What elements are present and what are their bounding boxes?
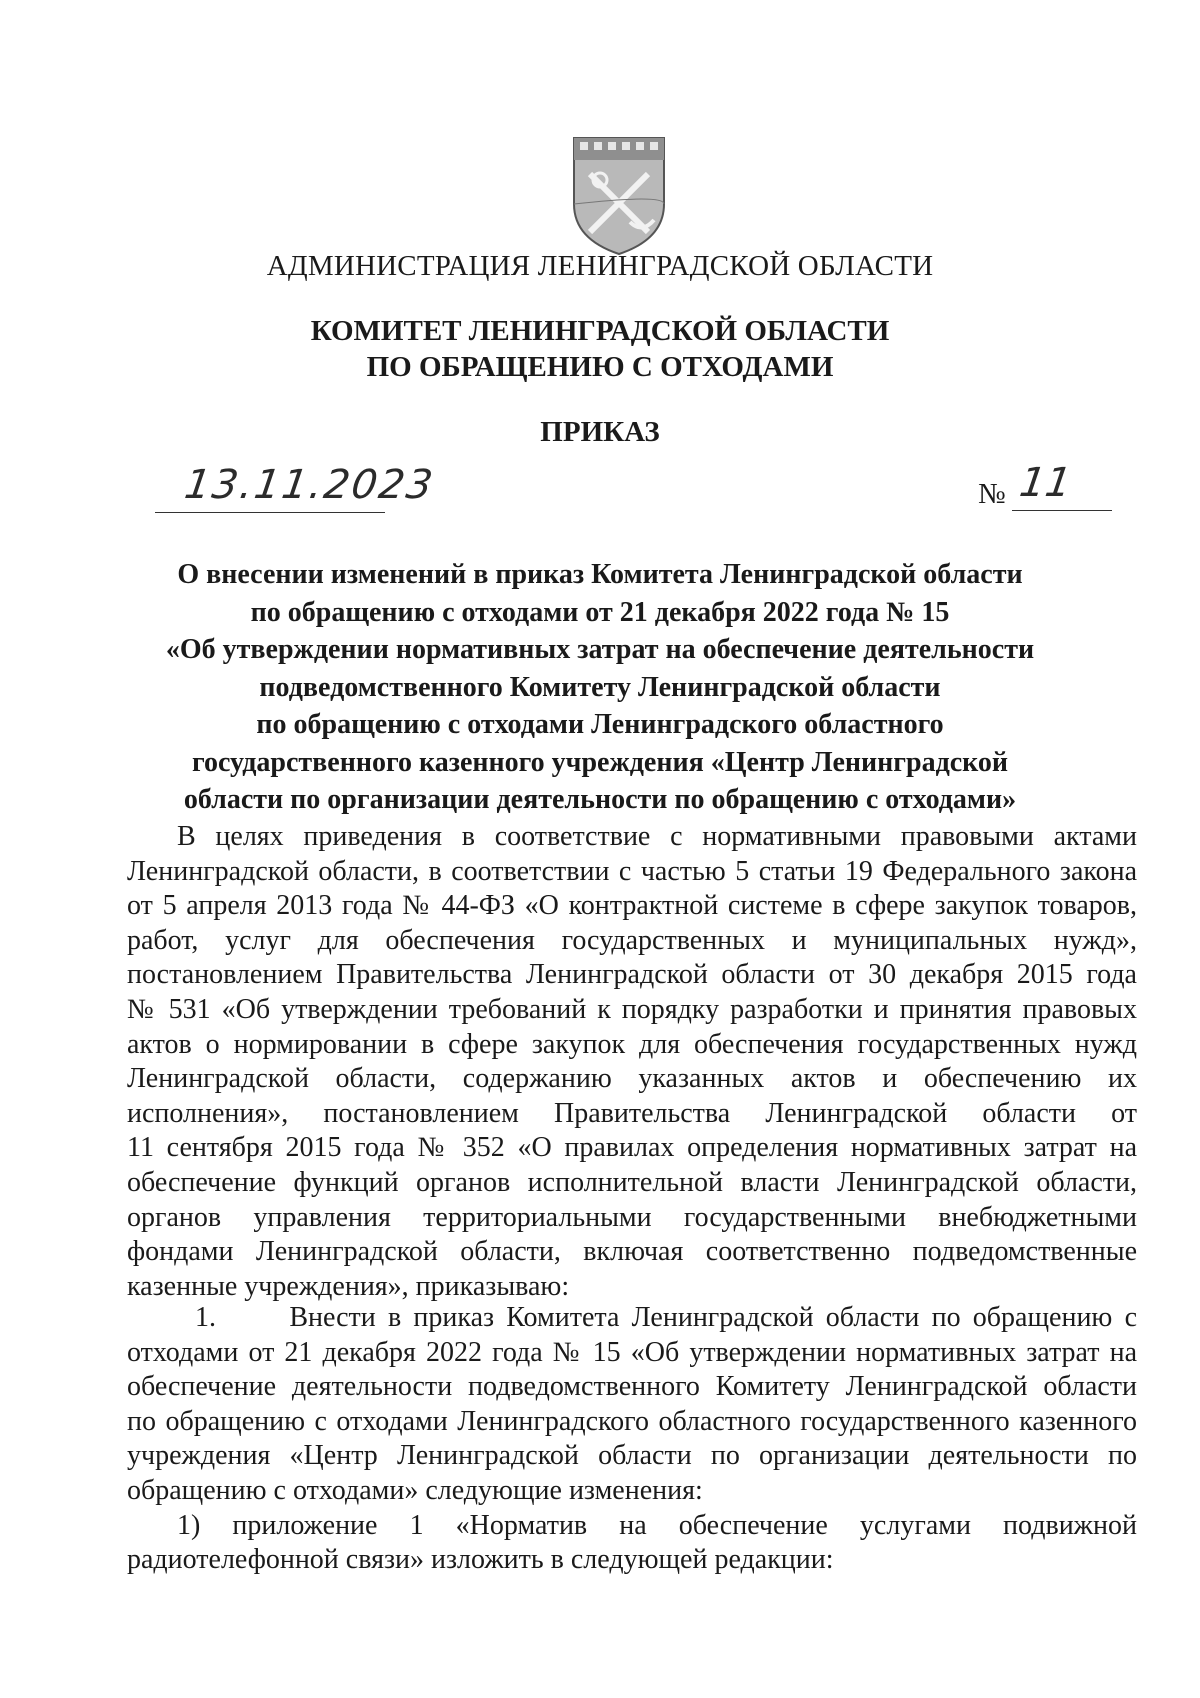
order-date: 13.11.2023 — [181, 462, 438, 508]
document-type: ПРИКАЗ — [540, 416, 660, 448]
paragraph-line: радиотелефонной связи» изложить в следующей редакции: — [127, 1544, 834, 1576]
paragraph-line: 1. Внести в приказ Комитета Ленинградской области по обращению с — [195, 1302, 1137, 1333]
order-number-field — [1012, 460, 1112, 511]
order-number: 11 — [1016, 460, 1075, 506]
paragraph-line: казенные учреждения», приказываю: — [127, 1270, 570, 1302]
committee-title-line: КОМИТЕТ ЛЕНИНГРАДСКОЙ ОБЛАСТИ — [310, 315, 890, 347]
subject-line: области по организации деятельности по обращению с отходами» — [183, 784, 1017, 815]
order-subject — [0, 556, 1200, 819]
paragraph-line: актов о нормировании в сфере закупок для обеспечения государственных нужд — [127, 1028, 1137, 1060]
paragraph-line: В целях приведения в соответствие с нормативными правовыми актами — [177, 821, 1137, 852]
subject-line: подведомственного Комитету Ленинградской области — [259, 671, 941, 703]
committee-title — [0, 313, 1200, 385]
paragraph-line: обращению с отходами» следующие изменения: — [127, 1474, 703, 1506]
paragraph-line: от 5 апреля 2013 года № 44-ФЗ «О контрактной системе в сфере закупок товаров, — [127, 890, 1137, 922]
paragraph-line: отходами от 21 декабря 2022 года № 15 «Об утверждении нормативных затрат на — [127, 1336, 1137, 1368]
order-date-field — [155, 462, 438, 513]
paragraph-line: 1) приложение 1 «Норматив на обеспечение услугами подвижной — [177, 1509, 1137, 1541]
preamble-paragraph — [127, 820, 1137, 1304]
paragraph-line: фондами Ленинградской области, включая соответственно подведомственные — [127, 1236, 1137, 1268]
paragraph-line: Ленинградской области, содержанию указанных актов и обеспечению их — [127, 1063, 1137, 1095]
subject-line: по обращению с отходами от 21 декабря 2022 года № 15 — [250, 596, 950, 628]
paragraph-line: постановлением Правительства Ленинградской области от 30 декабря 2015 года — [127, 959, 1137, 991]
paragraph-line: 11 сентября 2015 года № 352 «О правилах определения нормативных затрат на — [127, 1132, 1137, 1164]
paragraph-line: органов управления территориальными государственными внебюджетными — [127, 1201, 1137, 1233]
committee-title-line: ПО ОБРАЩЕНИЮ С ОТХОДАМИ — [366, 351, 834, 383]
subject-line: государственного казенного учреждения «Центр Ленинградской — [191, 746, 1009, 778]
paragraph-line: обеспечение деятельности подведомственного Комитету Ленинградской области — [127, 1371, 1137, 1403]
order-number-label: № — [978, 478, 1006, 510]
paragraph-line: по обращению с отходами Ленинградского областного государственного казенного — [127, 1405, 1137, 1437]
paragraph-line: работ, услуг для обеспечения государственных и муниципальных нужд», — [127, 924, 1137, 956]
paragraph-line: учреждения «Центр Ленинградской области по организации деятельности по — [127, 1440, 1137, 1472]
subject-line: «Об утверждении нормативных затрат на обеспечение деятельности — [165, 634, 1035, 665]
paragraph-line: № 531 «Об утверждении требований к порядку разработки и принятия правовых — [127, 993, 1137, 1025]
item-1-paragraph — [127, 1301, 1137, 1578]
administration-title: АДМИНИСТРАЦИЯ ЛЕНИНГРАДСКОЙ ОБЛАСТИ — [266, 250, 934, 282]
paragraph-line: Ленинградской области, в соответствии с частью 5 статьи 19 Федерального закона — [127, 855, 1137, 887]
subject-line: по обращению с отходами Ленинградского областного — [256, 709, 944, 740]
coat-of-arms-icon — [570, 134, 668, 256]
subject-line: О внесении изменений в приказ Комитета Ленинградской области — [177, 559, 1023, 590]
paragraph-line: обеспечение функций органов исполнительной власти Ленинградской области, — [127, 1166, 1137, 1198]
paragraph-line: исполнения», постановлением Правительства Ленинградской области от — [127, 1097, 1137, 1129]
